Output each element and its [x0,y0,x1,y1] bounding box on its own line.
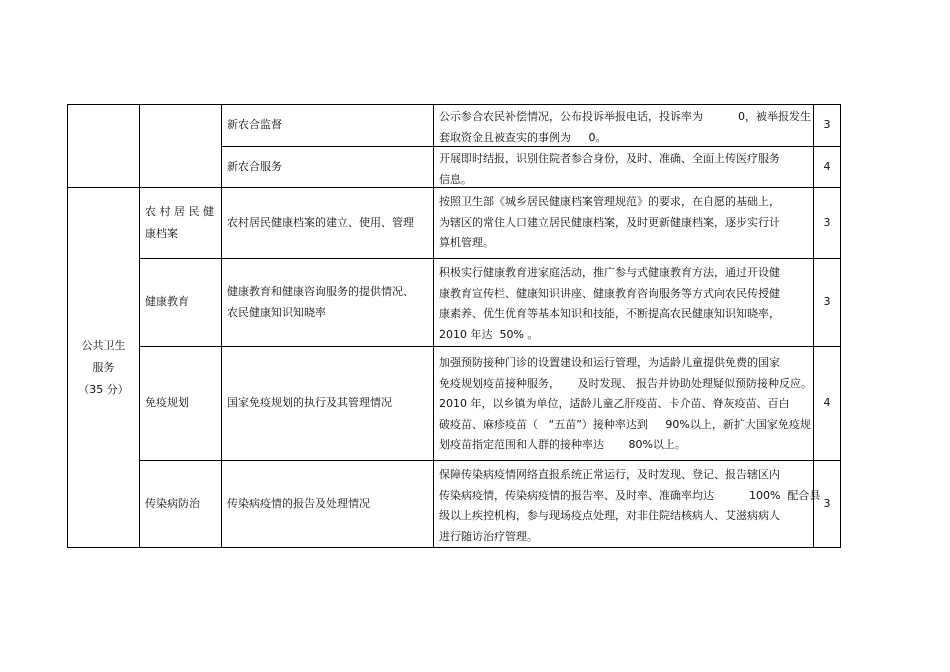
item-text: 传染病疫情的报告及处理情况 [227,496,370,510]
score-value: 3 [823,118,831,132]
item-cell [222,105,433,146]
category-cell [68,188,139,547]
item-text: 新农合服务 [227,159,282,173]
score-cell [814,188,840,258]
item-text: 国家免疫规划的执行及其管理情况 [227,396,392,410]
score-value: 3 [823,496,831,510]
item-cell [222,461,433,547]
sub-cell [140,347,221,460]
item-cell [222,188,433,258]
category-text: 公共卫生 服务 （35 分） [78,338,129,396]
sub-cell [140,188,221,258]
desc-cell: 加强预防接种门诊的设置建设和运行管理，为适龄儿童提供免费的国家 免疫规划疫苗接种服务， 及时发现、 报告并协助处理疑似预防接种反应。 2010 年，以乡镇为单位，适龄儿童乙肝疫苗、卡介苗、脊灰疫苗、百白 破疫苗、麻疹疫苗（ “五苗”）接种率达到 90%以上，新扩大国家免疫规 划疫苗指定范围和人群的接种率达 80%以上。 [439,356,812,451]
desc-cell: 保障传染病疫情网络直报系统正常运行，及时发现、登记、报告辖区内 传染病疫情，传染病疫情的报告率、及时率、准确率均达 100% 配合县 级以上疾控机构，参与现场疫点处理，对非住院结核病人、艾滋病病人 进行随访治疗管理。 [439,468,821,543]
sub-cell [140,461,221,547]
score-cell [814,461,840,547]
item-text: 农村居民健康档案的建立、使用、管理 [227,215,414,229]
sub-text: 传染病防治 [145,496,200,510]
score-value: 3 [823,215,831,229]
desc-cell: 公示参合农民补偿情况，公布投诉举报电话，投诉率为 0，被举报发生 套取资金且被查实的事例为 0。 [439,110,811,144]
score-cell [814,147,840,187]
item-text: 新农合监督 [227,118,282,132]
item-cell [222,259,433,346]
desc-cell: 开展即时结报，识别住院者参合身份，及时、准确、全面上传医疗服务 信息。 [439,152,780,186]
desc-cell: 按照卫生部《城乡居民健康档案管理规范》的要求，在自愿的基础上， 为辖区的常住人口建立居民健康档案，及时更新健康档案，逐步实行计 算机管理。 [439,195,780,249]
grid-line [840,104,841,548]
item-text: 健康教育和健康咨询服务的提供情况、 农民健康知识知晓率 [227,285,414,319]
score-cell [814,105,840,146]
score-cell [814,259,840,346]
desc-cell: 积极实行健康教育进家庭活动，推广参与式健康教育方法，通过开设健 康教育宣传栏、健康知识讲座、健康教育咨询服务等方式向农民传授健 康素养、优生优育等基本知识和技能，不断提高农民健康知识知晓率， 2010 年达 50% 。 [439,266,780,341]
sub-text: 免疫规划 [145,396,189,410]
score-value: 4 [823,396,831,410]
sub-text: 农 村 居 民 健 康档案 [145,205,214,240]
score-value: 4 [823,159,831,173]
item-cell [222,147,433,187]
item-cell [222,347,433,460]
score-cell [814,347,840,460]
grid-line [67,547,841,548]
sub-cell [140,259,221,346]
score-value: 3 [823,295,831,309]
sub-text: 健康教育 [145,295,189,309]
